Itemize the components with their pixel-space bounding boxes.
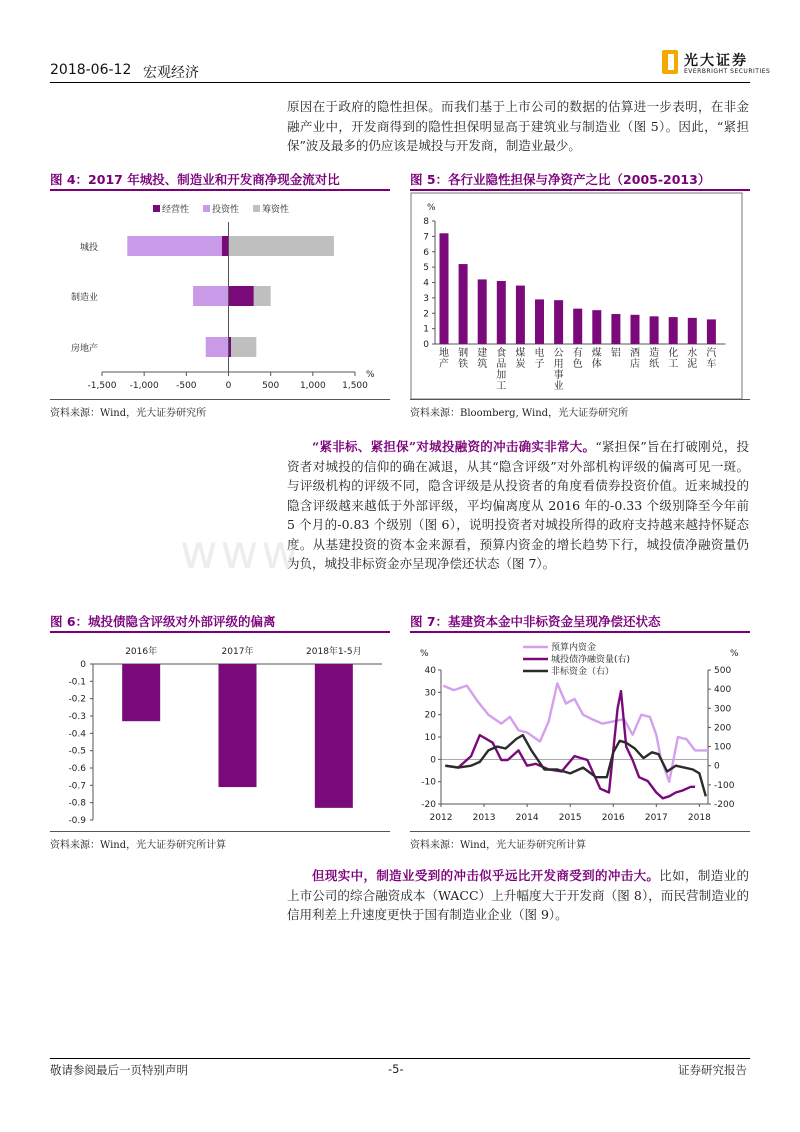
y-tick-label-5: -0.5: [68, 746, 86, 757]
right-unit-label: %: [730, 649, 739, 659]
footer-disclaimer: 敬请参阅最后一页特别声明: [50, 1063, 188, 1077]
category-label-7: 有色: [572, 348, 583, 370]
header-divider: [50, 82, 750, 83]
category-label-2: 建筑: [477, 348, 488, 370]
bar-0-2: [229, 236, 334, 256]
category-label-9: 铝: [610, 348, 621, 359]
footer-report-type: 证券研究报告: [678, 1063, 747, 1077]
paragraph-3-body: 比如，制造业的上市公司的综合融资成本（WACC）上升幅度大于开发商（图 8），而民营制造业的信用利差上升速度更快于国有制造业企业（图 9）。: [287, 868, 749, 922]
right-tick-label-4: 200: [714, 723, 732, 734]
x-tick-label-6: 2018: [687, 813, 711, 823]
report-date: 2018-06-12: [50, 62, 132, 78]
right-tick-label-0: -200: [714, 800, 735, 810]
category-label-6: 公用事业: [553, 348, 564, 392]
bar-2-1: [206, 337, 229, 357]
figure-5-title: 图 5：各行业隐性担保与净资产之比（2005-2013）: [410, 172, 711, 187]
bar-2-2: [231, 337, 256, 357]
x-tick-label-1: 2013: [472, 813, 496, 823]
bar-1: [459, 264, 468, 344]
figure-7-title: 图 7：基建资本金中非标资金呈现净偿还状态: [410, 614, 661, 629]
y-tick-label-3: -0.3: [68, 712, 86, 722]
x-tick-label-1: -1,000: [129, 381, 159, 391]
footer-divider: [50, 1058, 750, 1059]
x-tick-label-0: 2012: [429, 813, 453, 823]
bar-0: [440, 233, 449, 344]
figure-7-chart: [410, 634, 750, 830]
legend-label-0: 经营性: [162, 205, 190, 215]
bar-2: [478, 279, 487, 344]
y-tick-label-3: 3: [423, 293, 429, 304]
paragraph-2: [287, 437, 749, 574]
bar-0: [122, 664, 160, 721]
paragraph-2-lead: “紧非标、紧担保”对城投融资的冲击确实非常大。: [312, 439, 596, 454]
bar-5: [535, 299, 544, 344]
x-tick-label-6: 1,500: [342, 381, 368, 391]
category-label-13: 水泥: [687, 348, 698, 370]
x-tick-label-3: 2015: [558, 813, 582, 823]
category-label-11: 造纸: [649, 348, 660, 370]
bar-10: [631, 315, 640, 344]
bar-6: [554, 300, 563, 344]
bar-1-1: [193, 286, 228, 306]
x-tick-label-5: 1,000: [299, 381, 326, 391]
left-tick-label-0: -20: [421, 800, 436, 810]
x-tick-label-2: -500: [176, 381, 197, 391]
legend-swatch-1: [203, 205, 210, 212]
category-label-1: 钢铁: [458, 348, 469, 370]
y-tick-label-2: 2: [423, 309, 429, 320]
bar-8: [592, 310, 601, 344]
series-line-2: [445, 735, 706, 796]
right-tick-label-7: 500: [714, 666, 732, 676]
legend-label-2: 非标资金（右）: [551, 667, 615, 677]
category-label-3: 食品加工: [496, 348, 507, 392]
figure-6-rule: [50, 631, 390, 633]
bar-1-2: [254, 286, 271, 306]
legend-label-0: 预算内资金: [551, 643, 597, 653]
figure-7-source: 资料来源：Wind，光大证券研究所计算: [410, 840, 587, 851]
y-tick-label-6: 6: [423, 247, 429, 258]
figure-6-chart: [50, 634, 390, 830]
figure-5-source: 资料来源：Bloomberg, Wind，光大证券研究所: [410, 408, 629, 419]
figure-4-source: 资料来源：Wind，光大证券研究所: [50, 408, 207, 419]
left-unit-label: %: [420, 649, 429, 659]
legend-swatch-2: [253, 205, 260, 212]
figure-5-chart: [410, 192, 750, 400]
y-tick-label-0: 0: [80, 660, 86, 670]
logo-subtitle: EVERBRIGHT SECURITIES: [684, 68, 771, 75]
left-tick-label-1: -10: [421, 777, 436, 788]
paragraph-1: 原因在于政府的隐性担保。而我们基于上市公司的数据的估算进一步表明，在非金融产业中，开发商得到的隐性担保明显高于建筑业与制造业（图 5）。因此，“紧担保”波及最多的仍应该是城投与开发商，制造业最少。: [287, 99, 749, 153]
right-tick-label-3: 100: [714, 742, 732, 753]
category-label-2: 房地产: [70, 344, 98, 354]
right-tick-label-6: 400: [714, 685, 732, 696]
report-section: 宏观经济: [143, 65, 199, 81]
x-tick-label-2: 2014: [515, 813, 539, 823]
left-tick-label-4: 20: [424, 710, 436, 721]
y-tick-label-7: -0.7: [68, 781, 86, 792]
right-tick-label-2: 0: [714, 761, 720, 772]
bar-9: [611, 314, 620, 344]
figure-7-source-rule: [410, 831, 750, 832]
bar-3: [497, 281, 506, 344]
figure-6-source: 资料来源：Wind，光大证券研究所计算: [50, 840, 227, 851]
category-label-1: 制造业: [70, 293, 98, 303]
y-tick-label-5: 5: [423, 263, 429, 274]
category-label-14: 汽车: [706, 348, 717, 370]
y-tick-label-4: 4: [423, 278, 429, 289]
x-tick-label-0: -1,500: [87, 381, 117, 391]
bar-0-1: [127, 236, 221, 256]
figure-5-rule: [410, 189, 750, 191]
bar-12: [669, 317, 678, 344]
legend-label-1: 城投债净融资量(右): [551, 655, 631, 665]
watermark: www.: [180, 525, 316, 579]
bar-1: [219, 664, 257, 787]
legend-label-2: 筹资性: [262, 205, 290, 215]
bar-0-0: [222, 236, 229, 256]
category-label-0: 城投: [79, 243, 98, 253]
figure-6-source-rule: [50, 831, 390, 832]
right-tick-label-1: -100: [714, 780, 735, 791]
y-tick-label-9: -0.9: [68, 816, 86, 826]
y-tick-label-0: 0: [423, 340, 429, 350]
figure-4-rule: [50, 189, 390, 191]
bar-11: [650, 316, 659, 344]
category-label-0: 地产: [439, 348, 449, 370]
figure-4-source-rule: [50, 399, 390, 400]
category-label-1: 2017年: [221, 647, 254, 657]
y-tick-label-1: -0.1: [68, 677, 86, 688]
page-number: -5-: [388, 1062, 404, 1076]
logo-icon: [662, 50, 678, 74]
right-tick-label-5: 300: [714, 704, 732, 715]
bar-1-0: [229, 286, 254, 306]
x-tick-label-3: 0: [225, 381, 232, 391]
category-label-5: 电子: [534, 348, 545, 370]
paragraph-3: [287, 866, 749, 925]
figure-4-chart: [50, 192, 390, 400]
y-tick-label-7: 7: [423, 232, 429, 243]
bar-14: [707, 319, 716, 344]
legend-swatch-0: [153, 205, 160, 212]
y-tick-label-1: 1: [423, 324, 429, 335]
y-tick-label-8: 8: [423, 217, 429, 227]
legend-label-1: 投资性: [212, 205, 240, 215]
left-tick-label-5: 30: [424, 688, 436, 699]
category-label-4: 煤炭: [515, 348, 526, 370]
bar-4: [516, 286, 525, 344]
bar-13: [688, 318, 697, 344]
logo-name: 光大证券: [684, 53, 748, 69]
y-unit-label: %: [427, 203, 436, 213]
series-line-0: [443, 683, 708, 781]
figure-7-rule: [410, 631, 750, 633]
y-tick-label-4: -0.4: [68, 729, 86, 740]
category-label-0: 2016年: [125, 647, 158, 657]
bar-7: [573, 309, 582, 344]
y-tick-label-6: -0.6: [68, 764, 86, 774]
left-tick-label-6: 40: [424, 666, 436, 676]
left-tick-label-3: 10: [424, 733, 436, 743]
figure-6-title: 图 6：城投债隐含评级对外部评级的偏离: [50, 614, 276, 629]
figure-4-title: 图 4：2017 年城投、制造业和开发商净现金流对比: [50, 172, 340, 187]
bar-2: [315, 664, 353, 808]
figure-5-source-rule: [410, 399, 750, 400]
category-label-12: 化工: [668, 348, 679, 370]
y-tick-label-8: -0.8: [68, 798, 86, 809]
category-label-10: 酒店: [630, 348, 640, 370]
category-label-8: 煤体: [591, 348, 602, 370]
paragraph-2-body: “紧担保”旨在打破刚兑，投资者对城投的信仰的确在减退，从其“隐含评级”对外部机构评级的偏离可见一斑。与评级机构的评级不同，隐含评级是从投资者的角度看债券投资价值。近来城投的隐含评级越来越低于外部评级，平均偏离度从 2016 年的-0.33 个级别降至今年前 5 个月的-0.83 个级别（图 6），说明投资者对城投所得的政府支持越来越持怀疑态度。从基建投资的资本金来源看，预算内资金的增长趋势下行，城投债净融资量仍为负，城投非标资金亦呈现净偿还状态（图 7）。: [287, 439, 749, 571]
x-tick-label-5: 2017: [644, 813, 668, 823]
paragraph-3-lead: 但现实中，制造业受到的冲击似乎远比开发商受到的冲击大。: [312, 868, 660, 883]
y-tick-label-2: -0.2: [68, 694, 86, 705]
x-tick-label-4: 500: [262, 381, 280, 391]
left-tick-label-2: 0: [430, 755, 436, 766]
x-unit-label: %: [366, 370, 375, 380]
category-label-2: 2018年1-5月: [306, 647, 362, 657]
x-tick-label-4: 2016: [601, 813, 625, 823]
